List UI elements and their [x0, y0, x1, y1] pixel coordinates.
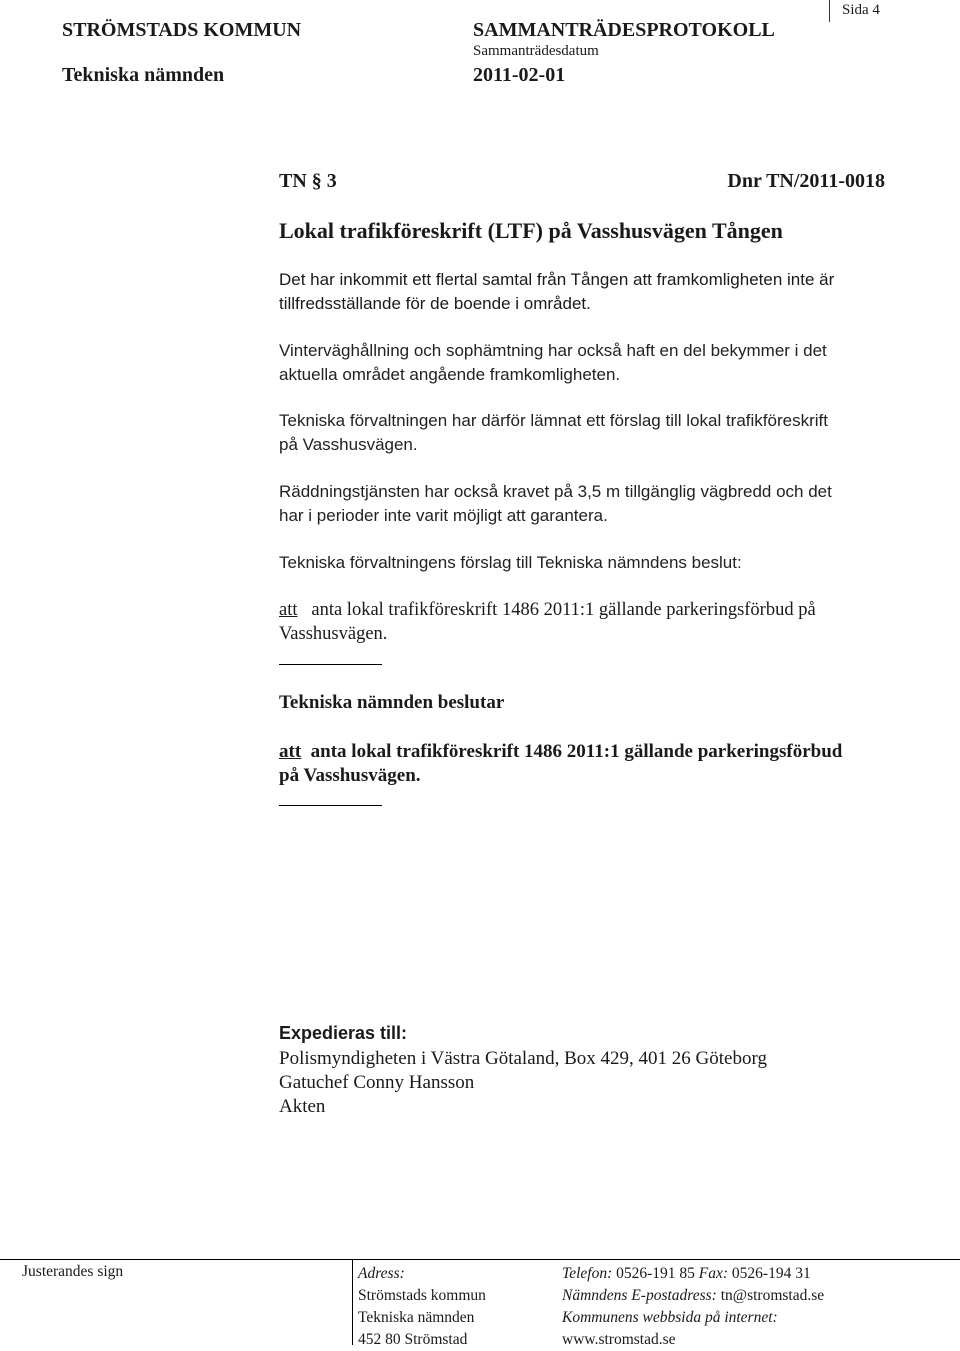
meeting-date: 2011-02-01	[473, 64, 566, 86]
address-line: Strömstads kommun	[358, 1287, 486, 1304]
footer-column-divider	[352, 1259, 353, 1345]
paragraph-line: på Vasshusvägen.	[279, 435, 418, 454]
footer-divider	[0, 1259, 960, 1260]
paragraph-line: Räddningstjänsten har också kravet på 3,5 m tillgänglig vägbredd och det	[279, 482, 832, 501]
phone-number: 0526-191 85	[616, 1265, 695, 1282]
page-number-divider	[829, 0, 830, 22]
paragraph-4	[279, 480, 889, 528]
paragraph-line: tillfredsställande för de boende i området.	[279, 294, 591, 313]
paragraph-2	[279, 339, 889, 387]
signature-label: Justerandes sign	[22, 1263, 124, 1280]
fax-label: Fax:	[698, 1265, 729, 1282]
meeting-date-label: Sammanträdesdatum	[473, 43, 599, 59]
fax-number: 0526-194 31	[731, 1265, 811, 1282]
item-title: Lokal trafikföreskrift (LTF) på Vasshusvägen Tången	[279, 218, 783, 243]
decision-heading: Tekniska nämnden beslutar	[279, 692, 505, 713]
proposal-line: anta lokal trafikföreskrift 1486 2011:1 gällande parkeringsförbud på	[311, 600, 816, 620]
address-line: Tekniska nämnden	[358, 1309, 475, 1326]
paragraph-line: Tekniska förvaltningen har därför lämnat ett förslag till lokal trafikföreskrift	[279, 411, 828, 430]
board-name: Tekniska nämnden	[62, 64, 225, 86]
paragraph-1	[279, 268, 889, 316]
phone-label: Telefon:	[562, 1265, 613, 1282]
email-label: Nämndens E-postadress:	[562, 1287, 717, 1304]
recipient: Akten	[279, 1096, 326, 1117]
address-block	[358, 1263, 486, 1351]
proposal-heading-block	[279, 551, 889, 575]
recipient: Polismyndigheten i Västra Götaland, Box 429, 401 26 Göteborg	[279, 1048, 767, 1069]
address-line: 452 80 Strömstad	[358, 1331, 468, 1348]
paragraph-line: aktuella området angående framkomligheten.	[279, 365, 621, 384]
decision-block	[279, 740, 889, 788]
page-number: Sida 4	[842, 2, 880, 18]
contact-block	[562, 1263, 824, 1351]
email-link[interactable]: tn@stromstad.se	[720, 1287, 825, 1304]
paragraph-line: har i perioder inte varit möjligt att garantera.	[279, 506, 608, 525]
proposal-block	[279, 598, 889, 646]
proposal-heading: Tekniska förvaltningens förslag till Tekniska nämndens beslut:	[279, 553, 742, 572]
distribution-list	[279, 1047, 899, 1119]
address-label: Adress:	[358, 1265, 405, 1282]
decision-line: anta lokal trafikföreskrift 1486 2011:1 gällande parkeringsförbud	[310, 741, 843, 762]
municipality-name: STRÖMSTADS KOMMUN	[62, 19, 302, 41]
separator-rule	[279, 805, 382, 806]
proposal-att: att	[279, 600, 298, 620]
proposal-line: Vasshusvägen.	[279, 624, 388, 644]
recipient: Gatuchef Conny Hansson	[279, 1072, 475, 1093]
paragraph-line: Vinterväghållning och sophämtning har också haft en del bekymmer i det	[279, 341, 827, 360]
website-link[interactable]: www.stromstad.se	[562, 1331, 676, 1348]
item-number: TN § 3	[279, 170, 337, 192]
document-type: SAMMANTRÄDESPROTOKOLL	[473, 19, 775, 41]
item-dnr: Dnr TN/2011-0018	[727, 170, 885, 192]
website-label: Kommunens webbsida på internet:	[562, 1309, 778, 1326]
distribution-heading: Expedieras till:	[279, 1023, 408, 1043]
decision-line: på Vasshusvägen.	[279, 765, 421, 786]
paragraph-3	[279, 409, 889, 457]
separator-rule	[279, 664, 382, 665]
paragraph-line: Det har inkommit ett flertal samtal från Tången att framkomligheten inte är	[279, 270, 835, 289]
decision-att: att	[279, 741, 302, 762]
